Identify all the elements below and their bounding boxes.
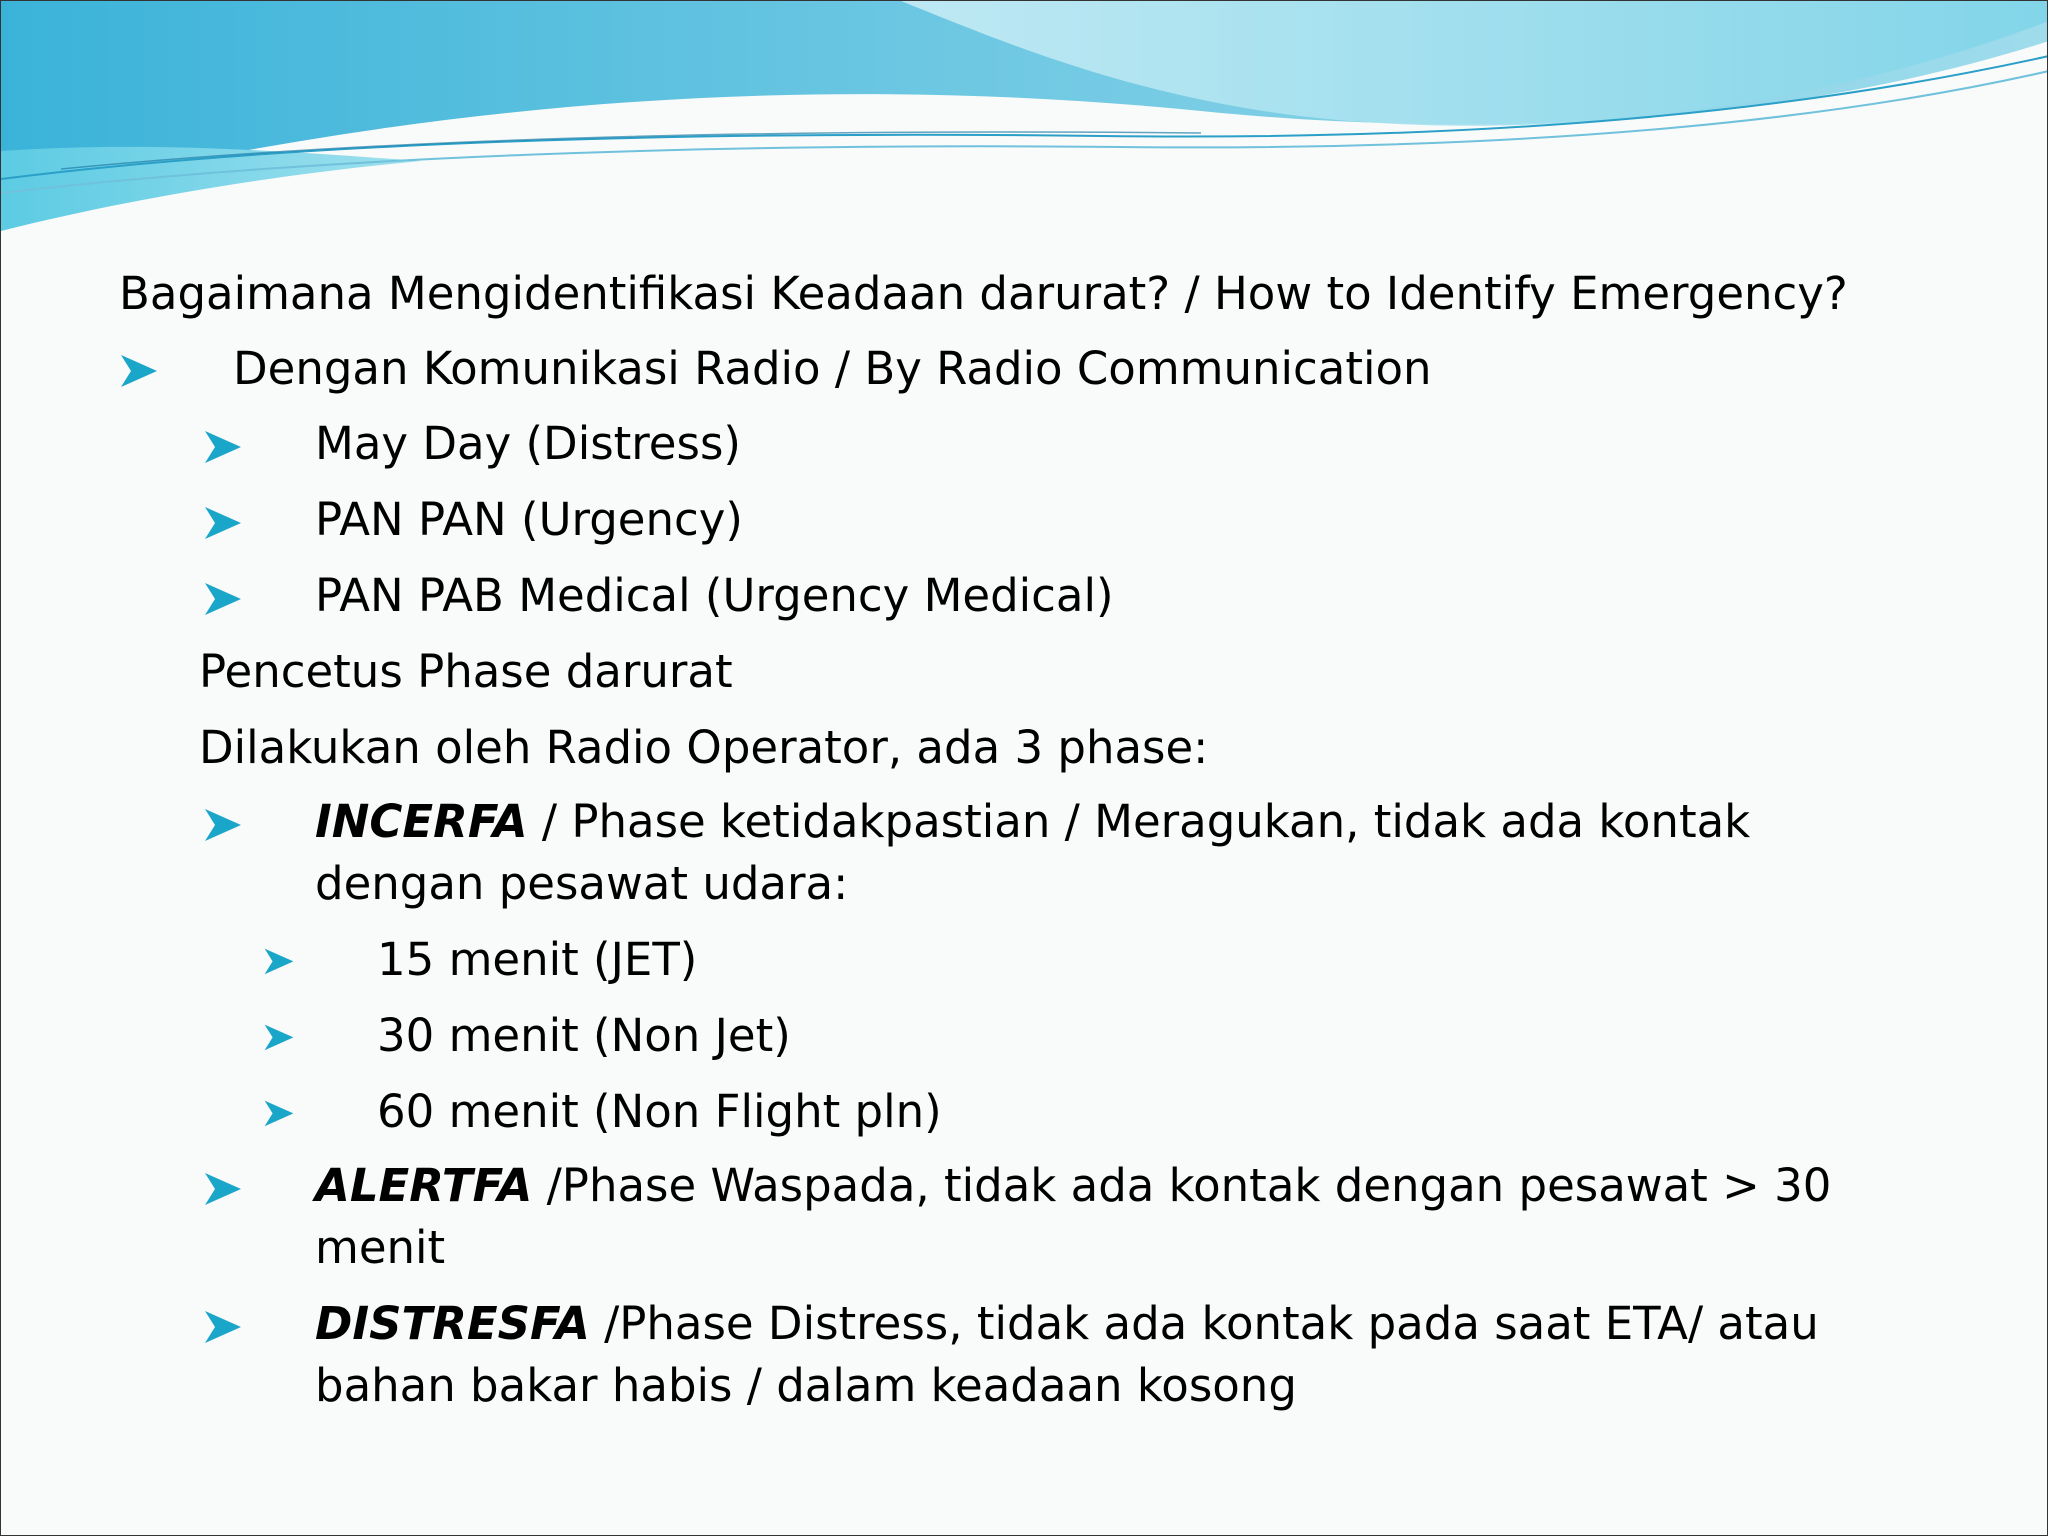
phase-description: / Phase ketidakpastian / Meragukan, tidak ada kontak (527, 795, 1751, 848)
arrow-bullet-icon (203, 1307, 243, 1351)
phase-alertfa (315, 1155, 1831, 1217)
phase-name: DISTRESFA (315, 1297, 590, 1350)
radio-subitem: May Day (Distress) (315, 417, 741, 470)
arrow-bullet-icon (119, 351, 159, 395)
phase-description-continued: menit (315, 1221, 446, 1274)
arrow-bullet-icon (203, 427, 243, 471)
phase-name: ALERTFA (315, 1159, 533, 1212)
arrow-bullet-icon (263, 1097, 295, 1133)
arrow-bullet-icon (263, 945, 295, 981)
phase-description-continued: dengan pesawat udara: (315, 857, 849, 910)
incerfa-subitem: 15 menit (JET) (377, 933, 698, 986)
trigger-description: Dilakukan oleh Radio Operator, ada 3 phase: (199, 721, 1209, 774)
heading-text: Bagaimana Mengidentifikasi Keadaan darurat? / How to Identify Emergency? (119, 267, 1848, 320)
phase-distresfa (315, 1293, 1819, 1355)
arrow-bullet-icon (203, 1169, 243, 1213)
phase-description: /Phase Waspada, tidak ada kontak dengan pesawat > 30 (532, 1159, 1832, 1212)
arrow-bullet-icon (203, 503, 243, 547)
arrow-bullet-icon (263, 1021, 295, 1057)
incerfa-subitem: 30 menit (Non Jet) (377, 1009, 791, 1062)
phase-description-continued: bahan bakar habis / dalam keadaan kosong (315, 1359, 1297, 1412)
trigger-title: Pencetus Phase darurat (199, 645, 733, 698)
arrow-bullet-icon (203, 805, 243, 849)
header-wave-decoration (1, 1, 2048, 241)
radio-subitem: PAN PAB Medical (Urgency Medical) (315, 569, 1114, 622)
radio-subitem: PAN PAN (Urgency) (315, 493, 743, 546)
phase-description: /Phase Distress, tidak ada kontak pada saat ETA/ atau (589, 1297, 1819, 1350)
phase-name: INCERFA (315, 795, 528, 848)
phase-incerfa (315, 791, 1750, 853)
radio-item: Dengan Komunikasi Radio / By Radio Communication (233, 342, 1432, 395)
incerfa-subitem: 60 menit (Non Flight pln) (377, 1085, 942, 1138)
arrow-bullet-icon (203, 579, 243, 623)
